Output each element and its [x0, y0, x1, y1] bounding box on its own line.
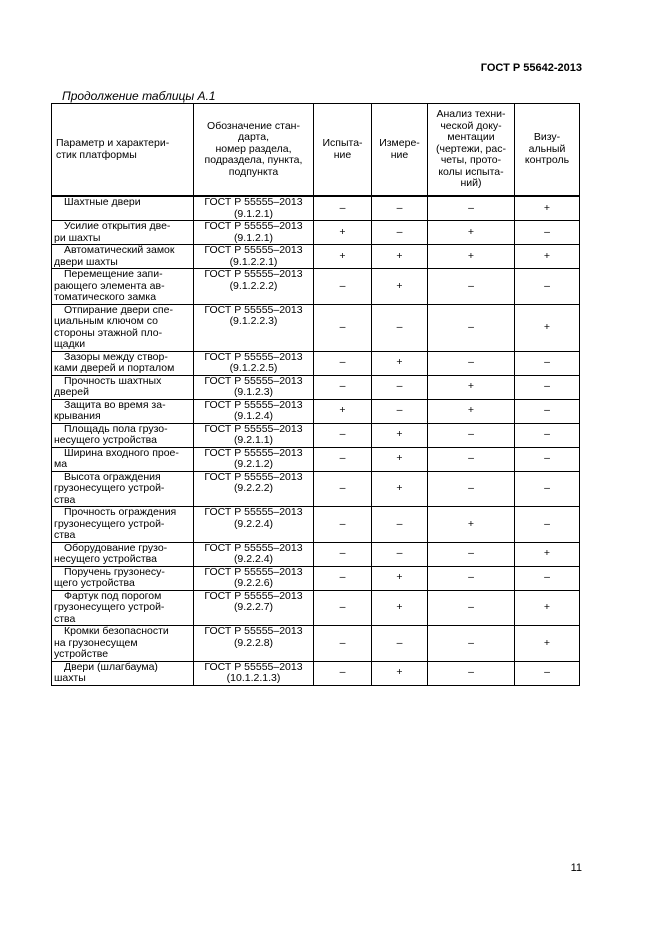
table-row: [52, 447, 580, 471]
table-row: [52, 399, 580, 423]
visual-cell: +: [515, 304, 580, 351]
test-cell: –: [314, 507, 372, 543]
parameter-cell: Отпирание двери спе- циальным ключом со стороны этажной пло- щадки: [52, 304, 194, 351]
measurement-cell: +: [372, 447, 428, 471]
doc-analysis-cell: +: [428, 375, 515, 399]
table-row: [52, 542, 580, 566]
measurement-cell: +: [372, 590, 428, 626]
doc-analysis-cell: –: [428, 626, 515, 662]
parameter-cell: Двери (шлагбаума) шахты: [52, 661, 194, 685]
doc-analysis-cell: –: [428, 269, 515, 305]
test-cell: –: [314, 590, 372, 626]
doc-analysis-cell: –: [428, 196, 515, 221]
table-row: [52, 221, 580, 245]
standard-cell: ГОСТ Р 55555–2013 (9.2.1.2): [194, 447, 314, 471]
parameter-cell: Ширина входного прое- ма: [52, 447, 194, 471]
test-cell: –: [314, 351, 372, 375]
test-cell: –: [314, 196, 372, 221]
measurement-cell: +: [372, 471, 428, 507]
test-cell: –: [314, 566, 372, 590]
table-row: [52, 245, 580, 269]
doc-analysis-cell: –: [428, 447, 515, 471]
standard-cell: ГОСТ Р 55555–2013 (9.1.2.1): [194, 221, 314, 245]
visual-cell: –: [515, 375, 580, 399]
table-row: [52, 269, 580, 305]
test-cell: –: [314, 423, 372, 447]
parameter-cell: Прочность шахтных дверей: [52, 375, 194, 399]
col-header-test: Испыта- ние: [314, 104, 372, 197]
parameter-cell: Высота ограждения грузонесущего устрой- ства: [52, 471, 194, 507]
col-header-parameter: Параметр и характери- стик платформы: [52, 104, 194, 197]
measurement-cell: –: [372, 304, 428, 351]
doc-analysis-cell: –: [428, 542, 515, 566]
standard-cell: ГОСТ Р 55555–2013 (9.2.2.6): [194, 566, 314, 590]
col-header-standard: Обозначение стан- дарта, номер раздела, подраздела, пункта, подпункта: [194, 104, 314, 197]
visual-cell: –: [515, 423, 580, 447]
table-row: [52, 590, 580, 626]
col-header-doc-analysis: Анализ техни- ческой доку- ментации (чертежи, рас- четы, прото- колы испыта- ний): [428, 104, 515, 197]
visual-cell: –: [515, 351, 580, 375]
parameter-cell: Площадь пола грузо- несущего устройства: [52, 423, 194, 447]
table-row: [52, 566, 580, 590]
test-cell: +: [314, 221, 372, 245]
visual-cell: +: [515, 626, 580, 662]
parameter-cell: Оборудование грузо- несущего устройства: [52, 542, 194, 566]
visual-cell: –: [515, 447, 580, 471]
standard-cell: ГОСТ Р 55555–2013 (9.2.2.4): [194, 542, 314, 566]
standard-cell: ГОСТ Р 55555–2013 (9.2.2.8): [194, 626, 314, 662]
col-header-visual: Визу- альный контроль: [515, 104, 580, 197]
visual-cell: +: [515, 590, 580, 626]
parameter-cell: Усилие открытия две- ри шахты: [52, 221, 194, 245]
visual-cell: +: [515, 245, 580, 269]
table-row: [52, 507, 580, 543]
table-row: [52, 375, 580, 399]
table-row: [52, 304, 580, 351]
test-cell: –: [314, 447, 372, 471]
doc-analysis-cell: –: [428, 423, 515, 447]
measurement-cell: +: [372, 661, 428, 685]
parameter-cell: Прочность ограждения грузонесущего устрой- ства: [52, 507, 194, 543]
standard-cell: ГОСТ Р 55555–2013 (9.2.2.2): [194, 471, 314, 507]
doc-analysis-cell: –: [428, 304, 515, 351]
doc-analysis-cell: –: [428, 471, 515, 507]
standard-cell: ГОСТ Р 55555–2013 (9.2.2.7): [194, 590, 314, 626]
page-number: 11: [570, 862, 582, 874]
measurement-cell: –: [372, 399, 428, 423]
doc-analysis-cell: –: [428, 566, 515, 590]
visual-cell: +: [515, 196, 580, 221]
table-header-row: [52, 104, 580, 197]
standard-cell: ГОСТ Р 55555–2013 (9.1.2.1): [194, 196, 314, 221]
document-code: ГОСТ Р 55642-2013: [480, 62, 582, 74]
standard-cell: ГОСТ Р 55555–2013 (9.1.2.2.3): [194, 304, 314, 351]
measurement-cell: –: [372, 626, 428, 662]
doc-analysis-cell: +: [428, 221, 515, 245]
standard-cell: ГОСТ Р 55555–2013 (9.1.2.4): [194, 399, 314, 423]
parameter-cell: Поручень грузонесу- щего устройства: [52, 566, 194, 590]
test-cell: –: [314, 661, 372, 685]
test-cell: –: [314, 375, 372, 399]
test-cell: –: [314, 304, 372, 351]
table-row: [52, 423, 580, 447]
parameter-cell: Кромки безопасности на грузонесущем устройстве: [52, 626, 194, 662]
col-header-measurement: Измере- ние: [372, 104, 428, 197]
measurement-cell: –: [372, 196, 428, 221]
measurement-cell: +: [372, 566, 428, 590]
test-cell: –: [314, 269, 372, 305]
standard-cell: ГОСТ Р 55555–2013 (9.1.2.2.5): [194, 351, 314, 375]
standard-cell: ГОСТ Р 55555–2013 (9.1.2.2.2): [194, 269, 314, 305]
measurement-cell: +: [372, 245, 428, 269]
test-cell: –: [314, 471, 372, 507]
table-row: [52, 471, 580, 507]
test-cell: +: [314, 245, 372, 269]
parameter-cell: Фартук под порогом грузонесущего устрой- ства: [52, 590, 194, 626]
table-row: [52, 196, 580, 221]
visual-cell: –: [515, 507, 580, 543]
standard-cell: ГОСТ Р 55555–2013 (10.1.2.1.3): [194, 661, 314, 685]
visual-cell: –: [515, 566, 580, 590]
visual-cell: –: [515, 221, 580, 245]
parameter-cell: Автоматический замок двери шахты: [52, 245, 194, 269]
parameter-cell: Зазоры между створ- ками дверей и порталом: [52, 351, 194, 375]
doc-analysis-cell: –: [428, 590, 515, 626]
visual-cell: –: [515, 661, 580, 685]
visual-cell: –: [515, 399, 580, 423]
test-cell: –: [314, 542, 372, 566]
measurement-cell: –: [372, 507, 428, 543]
measurement-cell: +: [372, 423, 428, 447]
measurement-cell: –: [372, 221, 428, 245]
table-row: [52, 626, 580, 662]
doc-analysis-cell: –: [428, 661, 515, 685]
table-caption: Продолжение таблицы А.1: [62, 89, 216, 103]
visual-cell: –: [515, 269, 580, 305]
measurement-cell: +: [372, 351, 428, 375]
test-cell: +: [314, 399, 372, 423]
standard-cell: ГОСТ Р 55555–2013 (9.1.2.2.1): [194, 245, 314, 269]
table-row: [52, 351, 580, 375]
standard-cell: ГОСТ Р 55555–2013 (9.2.1.1): [194, 423, 314, 447]
requirements-table: [51, 103, 580, 686]
doc-analysis-cell: +: [428, 507, 515, 543]
measurement-cell: +: [372, 269, 428, 305]
test-cell: –: [314, 626, 372, 662]
standard-cell: ГОСТ Р 55555–2013 (9.1.2.3): [194, 375, 314, 399]
measurement-cell: –: [372, 375, 428, 399]
visual-cell: –: [515, 471, 580, 507]
measurement-cell: –: [372, 542, 428, 566]
parameter-cell: Защита во время за- крывания: [52, 399, 194, 423]
table-row: [52, 661, 580, 685]
doc-analysis-cell: –: [428, 351, 515, 375]
standard-cell: ГОСТ Р 55555–2013 (9.2.2.4): [194, 507, 314, 543]
doc-analysis-cell: +: [428, 245, 515, 269]
doc-analysis-cell: +: [428, 399, 515, 423]
parameter-cell: Шахтные двери: [52, 196, 194, 221]
visual-cell: +: [515, 542, 580, 566]
parameter-cell: Перемещение запи- рающего элемента ав- томатического замка: [52, 269, 194, 305]
